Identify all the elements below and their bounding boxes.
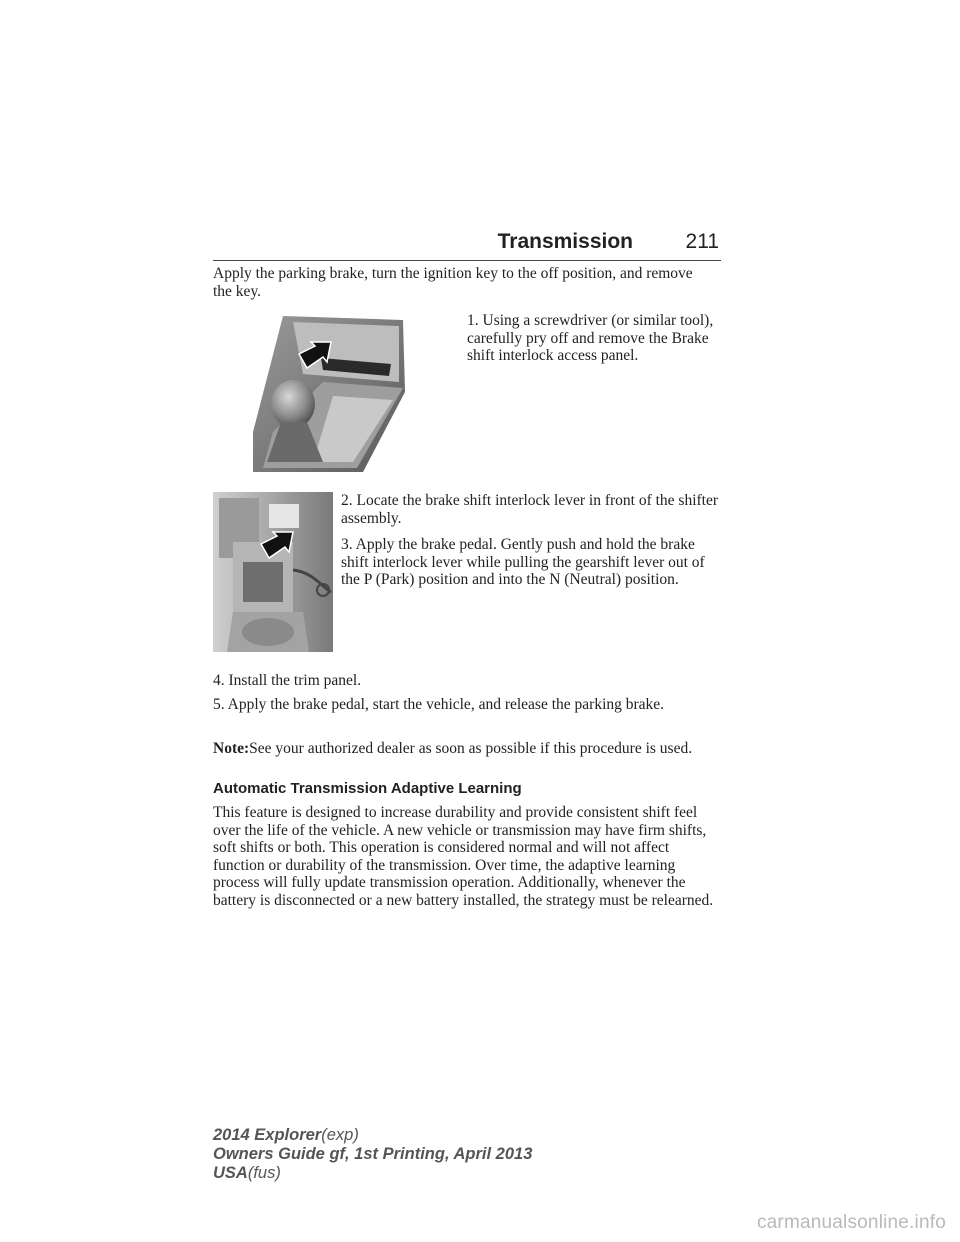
footer-line-3 — [213, 1164, 532, 1183]
figure-interlock-lever — [213, 492, 333, 652]
footer-market: USA — [213, 1164, 248, 1182]
step-5: 5. Apply the brake pedal, start the vehicle, and release the parking brake. — [213, 696, 665, 713]
footer-line-1 — [213, 1126, 532, 1145]
page-header — [213, 228, 721, 261]
section-heading: Automatic Transmission Adaptive Learning — [213, 780, 522, 797]
step-4: 4. Install the trim panel. — [213, 672, 362, 689]
print-footer — [213, 1126, 532, 1183]
footer-market-code: (fus) — [247, 1164, 281, 1182]
footer-model-code: (exp) — [321, 1126, 359, 1144]
note-text: See your authorized dealer as soon as possible if this procedure is used. — [249, 740, 693, 757]
step-1: 1. Using a screwdriver (or similar tool), carefully pry off and remove the Brake shift interlock access panel. — [467, 312, 714, 364]
page-title: Transmission — [497, 230, 633, 253]
note-label: Note: — [213, 740, 250, 757]
intro-paragraph: Apply the parking brake, turn the ignition key to the off position, and remove the key. — [213, 265, 693, 300]
watermark: carmanualsonline.info — [756, 1212, 946, 1233]
page-number: 211 — [685, 230, 719, 253]
shifter-console-illustration — [253, 312, 413, 472]
step-2: 2. Locate the brake shift interlock lever in front of the shifter assembly. — [341, 492, 719, 527]
footer-model: 2014 Explorer — [213, 1126, 322, 1144]
interlock-lever-illustration — [213, 492, 333, 652]
figure-access-panel — [253, 312, 413, 472]
section-body: This feature is designed to increase durability and provide consistent shift feel over the life of the vehicle. A new vehicle or transmission may have firm shifts, soft shifts or both. This operation is considered normal and will not affect function or durability of the transmission. Over time, the adaptive learning process will fully update transmission operation. Additionally, whenever the battery is disconnected or a new battery installed, the strategy must be relearned. — [213, 804, 714, 909]
footer-line-2: Owners Guide gf, 1st Printing, April 2013 — [213, 1145, 533, 1163]
note-paragraph — [213, 740, 721, 758]
step-3: 3. Apply the brake pedal. Gently push and hold the brake shift interlock lever while pulling the gearshift lever out of the P (Park) position and into the N (Neutral) position. — [341, 536, 705, 588]
